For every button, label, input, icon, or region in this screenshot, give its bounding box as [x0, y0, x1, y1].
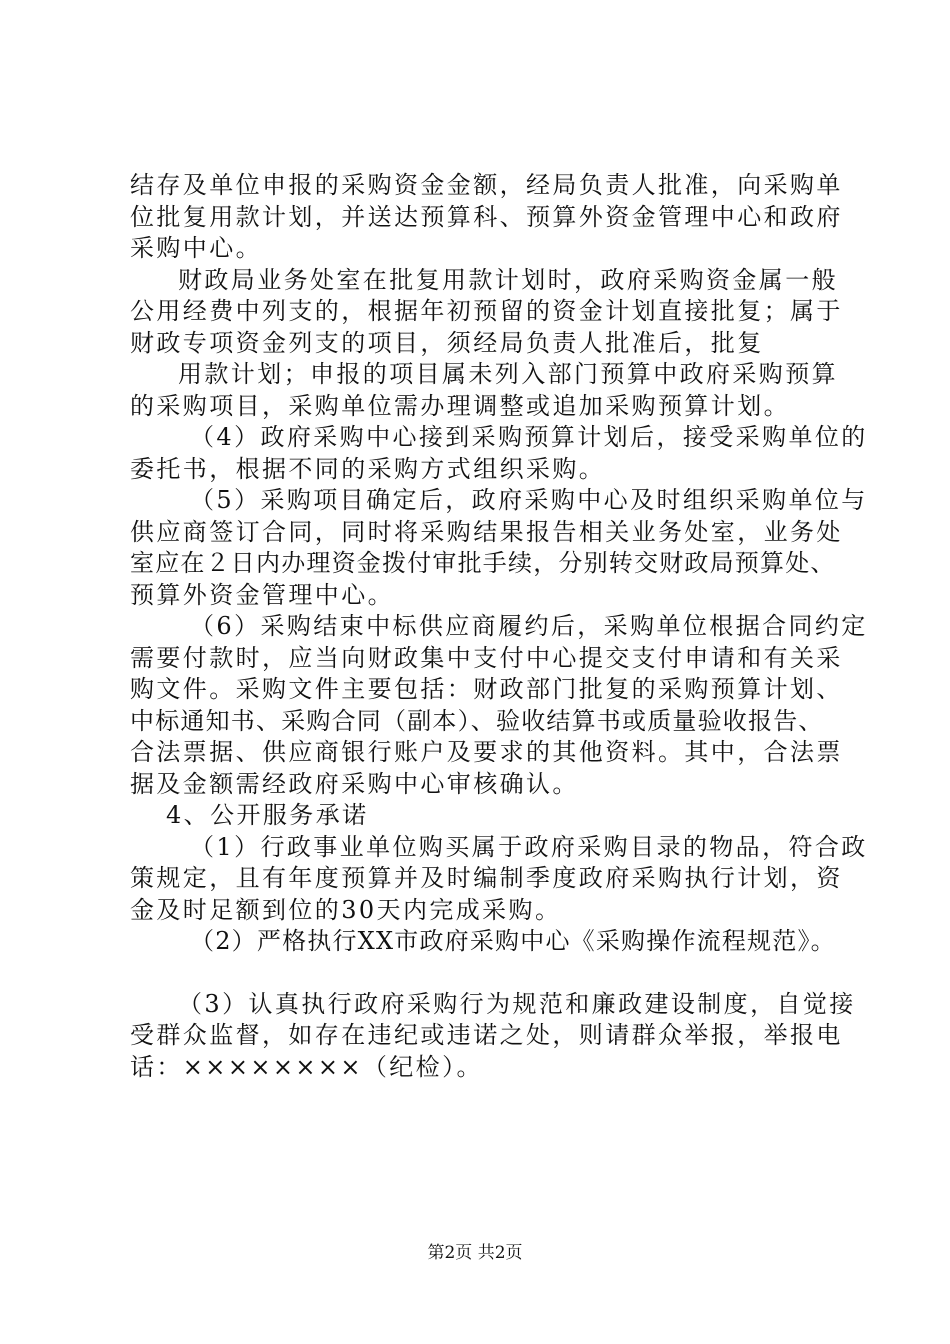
body-line: 金及时足额到位的30天内完成采购。	[130, 895, 562, 924]
body-line: 策规定，且有年度预算并及时编制季度政府采购执行计划，资	[130, 864, 843, 892]
page-footer: 第2页 共2页	[427, 1243, 523, 1263]
body-line: （3）认真执行政府采购行为规范和廉政建设制度，自觉接	[178, 989, 856, 1018]
body-line: 用款计划；申报的项目属未列入部门预算中政府采购预算	[178, 360, 838, 388]
body-line: （6）采购结束中标供应商履约后，采购单位根据合同约定	[190, 612, 868, 640]
body-line: 受群众监督，如存在违纪或违诺之处，则请群众举报，举报电	[130, 1021, 843, 1049]
paragraph-gap	[130, 958, 845, 989]
body-line: 供应商签订合同，同时将采购结果报告相关业务处室，业务处	[130, 517, 843, 546]
body-line: 公用经费中列支的，根据年初预留的资金计划直接批复；属于	[130, 297, 843, 325]
body-line: 结存及单位申报的采购资金金额，经局负责人批准，向采购单	[130, 171, 843, 199]
body-line: （5）采购项目确定后，政府采购中心及时组织采购单位与	[190, 486, 868, 514]
body-line: （2）严格执行XX市政府采购中心《采购操作流程规范》。	[190, 927, 836, 955]
body-line: 中标通知书、采购合同（副本）、验收结算书或质量验收报告、	[130, 706, 824, 735]
body-line: 采购中心。	[130, 234, 262, 262]
body-line: 需要付款时，应当向财政集中支付中心提交支付申请和有关采	[130, 643, 843, 672]
body-line: 室应在２日内办理资金拨付审批手续，分别转交财政局预算处、	[130, 549, 836, 577]
body-line: 购文件。采购文件主要包括：财政部门批复的采购预算计划、	[130, 675, 843, 703]
document-body	[130, 170, 868, 1083]
body-line: 财政专项资金列支的项目，须经局负责人批准后，批复	[130, 328, 764, 357]
body-line: 的采购项目，采购单位需办理调整或追加采购预算计划。	[130, 391, 790, 420]
body-line: 话：××××××××（纪检）。	[130, 1052, 483, 1081]
body-line: 财政局业务处室在批复用款计划时，政府采购资金属一般	[178, 265, 838, 294]
body-line: 合法票据、供应商银行账户及要求的其他资料。其中，合法票	[130, 738, 843, 766]
body-line: 据及金额需经政府采购中心审核确认。	[130, 769, 579, 798]
body-line: （4）政府采购中心接到采购预算计划后，接受采购单位的	[190, 423, 868, 451]
body-line: （1）行政事业单位购买属于政府采购目录的物品，符合政	[190, 832, 868, 861]
section-heading: 4、公开服务承诺	[166, 801, 369, 829]
body-line: 委托书，根据不同的采购方式组织采购。	[130, 454, 606, 483]
body-line: 预算外资金管理中心。	[130, 580, 394, 609]
body-line: 位批复用款计划，并送达预算科、预算外资金管理中心和政府	[130, 202, 843, 231]
